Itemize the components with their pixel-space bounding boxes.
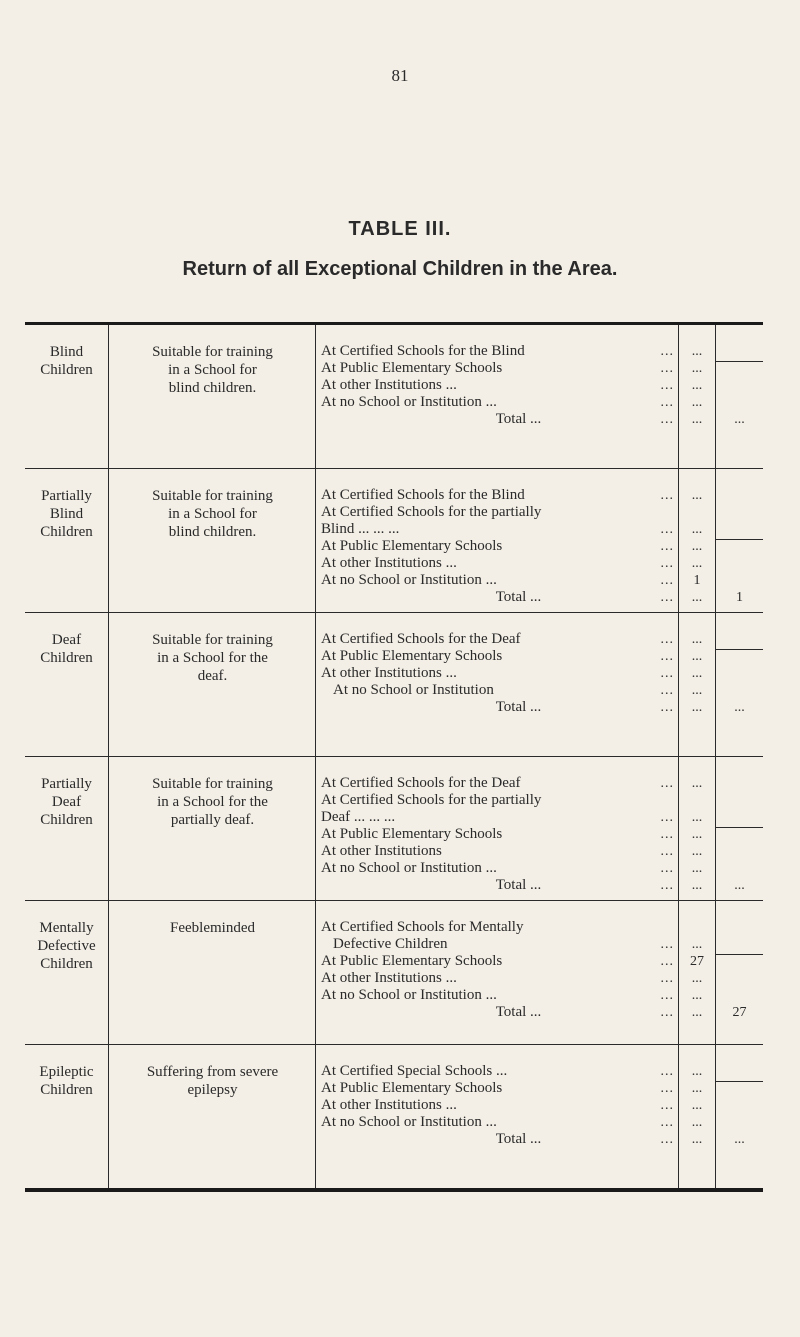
place-row (321, 572, 676, 589)
category-label (25, 775, 108, 829)
count-value: ... (691, 1115, 703, 1130)
place-text: At other Institutions (321, 843, 442, 859)
place-text: At Public Elementary Schools (321, 953, 503, 969)
place-row (321, 843, 676, 860)
condition-line: in a School for the (157, 650, 268, 666)
leader-dots: ... (660, 632, 674, 647)
count-column (679, 631, 715, 716)
place-row (321, 1063, 676, 1080)
category-line: Partially (41, 776, 92, 792)
count-value: ... (691, 361, 703, 376)
count-value: ... (691, 1064, 703, 1079)
count-value: ... (691, 556, 703, 571)
count-value: ... (691, 971, 703, 986)
place-text: Defective Children (333, 936, 448, 952)
condition-line: partially deaf. (170, 812, 255, 828)
total-value: ... (734, 1132, 745, 1147)
place-text: Total ... (495, 699, 542, 715)
count-value (679, 919, 715, 936)
count-value: ... (691, 844, 703, 859)
place-row (321, 487, 676, 504)
place-text: At Certified Schools for the Deaf (321, 631, 521, 647)
total-value: ... (734, 700, 745, 715)
place-row (321, 648, 676, 665)
category-line: Children (40, 524, 93, 540)
count-value: ... (691, 861, 703, 876)
leader-dots: ... (660, 1132, 674, 1147)
place-text: At Certified Schools for the Blind (321, 487, 525, 503)
count-value: ... (691, 1081, 703, 1096)
condition-line: Feebleminded (170, 920, 255, 936)
category-line: Mentally (39, 920, 94, 936)
place-text: At other Institutions ... (321, 1097, 457, 1113)
places-list (321, 775, 676, 894)
count-value: ... (691, 827, 703, 842)
subtotal-rule (715, 539, 763, 540)
place-text: At Certified Schools for the Deaf (321, 775, 521, 791)
column-rule (315, 613, 316, 756)
leader-dots: ... (660, 488, 674, 503)
total-row-label (321, 699, 676, 716)
leader-dots: ... (660, 1098, 674, 1113)
place-row (321, 377, 676, 394)
column-rule (108, 757, 109, 900)
total-value: ... (734, 412, 745, 427)
leader-dots: ... (660, 700, 674, 715)
condition-line: Suitable for training (152, 344, 273, 360)
category-label (25, 1063, 108, 1099)
leader-dots: ... (660, 539, 674, 554)
place-text: At other Institutions ... (321, 377, 457, 393)
place-row (321, 360, 676, 377)
place-row (321, 1114, 676, 1131)
place-row (321, 919, 676, 936)
subtotal-rule (715, 827, 763, 828)
places-list (321, 631, 676, 716)
category-line: Blind (49, 344, 84, 360)
leader-dots: ... (660, 878, 674, 893)
column-rule (715, 1045, 716, 1188)
leader-dots: ... (660, 683, 674, 698)
total-column (716, 411, 763, 428)
place-text: At other Institutions ... (321, 555, 457, 571)
total-value: ... (734, 878, 745, 893)
count-column (679, 775, 715, 894)
place-text: At Certified Special Schools ... (321, 1063, 508, 1079)
total-row-label (321, 1131, 676, 1148)
condition-line: in a School for (168, 506, 257, 522)
place-row (321, 970, 676, 987)
column-rule (108, 1045, 109, 1188)
place-text: At Certified Schools for the partially (321, 792, 542, 808)
place-text: At Certified Schools for the partially (321, 504, 542, 520)
leader-dots: ... (660, 573, 674, 588)
place-text: At no School or Institution ... (321, 987, 497, 1003)
count-value: 27 (690, 954, 704, 969)
exceptional-children-table (25, 322, 763, 1192)
page-number: 81 (391, 66, 409, 85)
condition-label (110, 919, 315, 937)
leader-dots: ... (660, 344, 674, 359)
place-row (321, 860, 676, 877)
leader-dots: ... (660, 395, 674, 410)
places-list (321, 1063, 676, 1148)
condition-line: Suffering from severe (146, 1064, 279, 1080)
leader-dots: ... (660, 1064, 674, 1079)
table-title: TABLE III. (348, 218, 452, 240)
category-line: Children (40, 1082, 93, 1098)
leader-dots: ... (660, 361, 674, 376)
leader-dots: ... (660, 666, 674, 681)
total-column (716, 1004, 763, 1021)
place-text: At Public Elementary Schools (321, 1080, 503, 1096)
place-row (321, 792, 676, 809)
count-value: ... (691, 590, 703, 605)
place-text: Total ... (495, 411, 542, 427)
count-value: ... (691, 522, 703, 537)
count-value: ... (691, 395, 703, 410)
total-value: 1 (736, 590, 743, 605)
leader-dots: ... (660, 937, 674, 952)
count-column (679, 919, 715, 1021)
places-list (321, 919, 676, 1021)
place-row (321, 1097, 676, 1114)
table-section (25, 468, 763, 612)
place-text: At other Institutions ... (321, 665, 457, 681)
leader-dots: ... (660, 590, 674, 605)
condition-line: Suitable for training (152, 632, 273, 648)
condition-label (110, 343, 315, 397)
place-text: Total ... (495, 1004, 542, 1020)
count-value: ... (691, 666, 703, 681)
category-line: Partially (41, 488, 92, 504)
leader-dots: ... (660, 378, 674, 393)
total-column (716, 699, 763, 716)
column-rule (108, 325, 109, 468)
place-row (321, 682, 676, 699)
subtotal-rule (715, 649, 763, 650)
column-rule (715, 901, 716, 1044)
count-value: ... (691, 1005, 703, 1020)
count-value: ... (691, 1098, 703, 1113)
count-value: ... (691, 378, 703, 393)
category-line: Children (40, 362, 93, 378)
leader-dots: ... (660, 412, 674, 427)
column-rule (715, 613, 716, 756)
place-text: At no School or Institution ... (321, 1114, 497, 1130)
table-section (25, 1044, 763, 1188)
category-line: Deaf (51, 632, 82, 648)
count-value: ... (691, 776, 703, 791)
place-row (321, 936, 676, 953)
category-line: Defective (37, 938, 96, 954)
leader-dots: ... (660, 954, 674, 969)
column-rule (315, 757, 316, 900)
count-value: 1 (693, 573, 701, 588)
place-row (321, 809, 676, 826)
table-section (25, 612, 763, 756)
column-rule (315, 901, 316, 1044)
count-value: ... (691, 539, 703, 554)
places-list (321, 487, 676, 606)
count-value: ... (691, 488, 703, 503)
table-subtitle: Return of all Exceptional Children in the Area. (182, 258, 618, 280)
count-value: ... (691, 649, 703, 664)
category-line: Epileptic (39, 1064, 94, 1080)
total-column (716, 1131, 763, 1148)
count-value: ... (691, 683, 703, 698)
condition-line: deaf. (197, 668, 228, 684)
place-text: At Public Elementary Schools (321, 538, 503, 554)
place-text: Deaf ... ... ... (321, 809, 396, 825)
place-text: At no School or Institution ... (321, 572, 497, 588)
leader-dots: ... (660, 844, 674, 859)
place-text: Total ... (495, 1131, 542, 1147)
place-row (321, 504, 676, 521)
total-column (716, 589, 763, 606)
condition-line: blind children. (168, 380, 257, 396)
category-label (25, 631, 108, 667)
place-row (321, 987, 676, 1004)
total-row-label (321, 1004, 676, 1021)
place-row (321, 521, 676, 538)
leader-dots: ... (660, 810, 674, 825)
category-line: Deaf (51, 794, 82, 810)
condition-line: epilepsy (187, 1082, 238, 1098)
place-row (321, 665, 676, 682)
leader-dots: ... (660, 861, 674, 876)
count-value (679, 504, 715, 521)
condition-label (110, 631, 315, 685)
subtotal-rule (715, 954, 763, 955)
place-text: At Public Elementary Schools (321, 360, 503, 376)
count-value: ... (691, 937, 703, 952)
leader-dots: ... (660, 827, 674, 842)
place-text: At no School or Institution ... (321, 394, 497, 410)
place-text: At Public Elementary Schools (321, 648, 503, 664)
place-row (321, 538, 676, 555)
place-text: At Public Elementary Schools (321, 826, 503, 842)
place-row (321, 631, 676, 648)
place-row (321, 775, 676, 792)
place-text: Total ... (495, 589, 542, 605)
table-section (25, 900, 763, 1044)
count-value: ... (691, 412, 703, 427)
count-value: ... (691, 1132, 703, 1147)
leader-dots: ... (660, 1081, 674, 1096)
leader-dots: ... (660, 522, 674, 537)
leader-dots: ... (660, 649, 674, 664)
column-rule (315, 1045, 316, 1188)
place-text: At other Institutions ... (321, 970, 457, 986)
category-line: Children (40, 956, 93, 972)
count-value: ... (691, 988, 703, 1003)
place-row (321, 343, 676, 360)
place-text: At Certified Schools for Mentally (321, 919, 524, 935)
total-column (716, 877, 763, 894)
column-rule (108, 613, 109, 756)
column-rule (715, 325, 716, 468)
category-line: Blind (49, 506, 84, 522)
subtotal-rule (715, 1081, 763, 1082)
total-value: 27 (732, 1005, 747, 1020)
count-value: ... (691, 700, 703, 715)
condition-line: Suitable for training (152, 776, 273, 792)
place-text: At Certified Schools for the Blind (321, 343, 525, 359)
total-row-label (321, 877, 676, 894)
condition-line: Suitable for training (152, 488, 273, 504)
count-column (679, 343, 715, 428)
count-value: ... (691, 810, 703, 825)
leader-dots: ... (660, 988, 674, 1003)
condition-label (110, 487, 315, 541)
category-label (25, 919, 108, 973)
leader-dots: ... (660, 776, 674, 791)
place-text: Total ... (495, 877, 542, 893)
count-value (679, 792, 715, 809)
place-row (321, 953, 676, 970)
count-column (679, 487, 715, 606)
category-label (25, 487, 108, 541)
place-row (321, 394, 676, 411)
place-text: Blind ... ... ... (321, 521, 400, 537)
leader-dots: ... (660, 1005, 674, 1020)
leader-dots: ... (660, 556, 674, 571)
place-text: At no School or Institution ... (321, 860, 497, 876)
column-rule (108, 901, 109, 1044)
total-row-label (321, 589, 676, 606)
count-value: ... (691, 344, 703, 359)
condition-line: blind children. (168, 524, 257, 540)
condition-label (110, 775, 315, 829)
count-column (679, 1063, 715, 1148)
leader-dots: ... (660, 1115, 674, 1130)
table-section (25, 756, 763, 900)
subtotal-rule (715, 361, 763, 362)
places-list (321, 343, 676, 428)
condition-line: in a School for the (157, 794, 268, 810)
place-text: At no School or Institution (333, 682, 494, 698)
place-row (321, 555, 676, 572)
column-rule (315, 325, 316, 468)
total-row-label (321, 411, 676, 428)
count-value: ... (691, 878, 703, 893)
condition-label (110, 1063, 315, 1099)
column-rule (315, 469, 316, 612)
count-value: ... (691, 632, 703, 647)
category-label (25, 343, 108, 379)
place-row (321, 826, 676, 843)
category-line: Children (40, 650, 93, 666)
column-rule (108, 469, 109, 612)
leader-dots: ... (660, 971, 674, 986)
place-row (321, 1080, 676, 1097)
table-section (25, 325, 763, 468)
condition-line: in a School for (168, 362, 257, 378)
category-line: Children (40, 812, 93, 828)
